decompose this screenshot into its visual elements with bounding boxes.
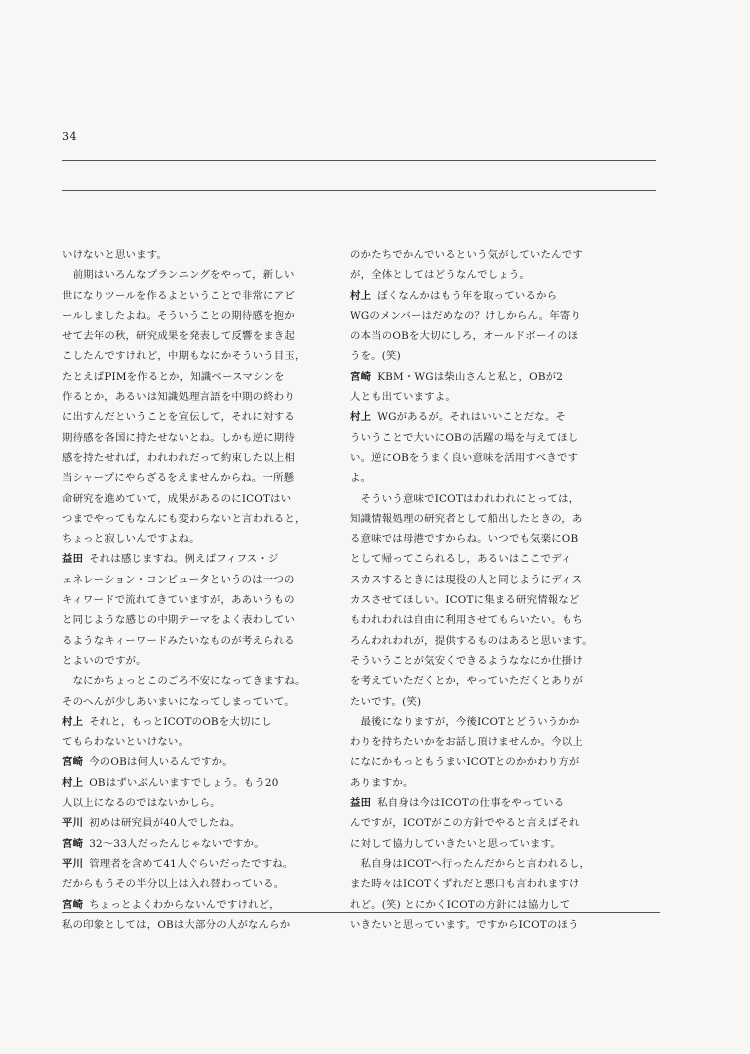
line-text: 知識情報処理の研究者として船出したときの，あ xyxy=(350,512,583,525)
line-text: そういう意味でICOTはわれわれにとっては， xyxy=(350,492,580,505)
text-line xyxy=(62,387,334,407)
speaker-name: 益田 xyxy=(350,797,372,810)
text-line xyxy=(350,265,616,285)
line-text: を考えていただくとか，やっていただくとありが xyxy=(350,675,583,688)
text-line xyxy=(62,468,334,488)
text-line xyxy=(62,245,334,265)
text-line xyxy=(62,752,334,772)
line-text: 人以上になるのではないかしら。 xyxy=(62,797,221,810)
text-line xyxy=(62,529,334,549)
text-line xyxy=(350,387,616,407)
text-line xyxy=(62,286,334,306)
text-line xyxy=(62,367,334,387)
line-text: と同じような感じの中期テーマをよく表わしてい xyxy=(62,614,295,627)
text-line xyxy=(350,549,616,569)
line-text: OBはずいぶんいますでしょう。もう20 xyxy=(89,776,279,789)
speaker-name: 益田 xyxy=(62,553,84,566)
line-text: ぼくなんかはもう年を取っているから xyxy=(377,289,558,302)
text-line xyxy=(350,773,616,793)
line-text: せて去年の秋，研究成果を発表して反響をまき起 xyxy=(62,330,295,343)
speaker-name: 宮崎 xyxy=(62,837,84,850)
line-text: いけないと思います。 xyxy=(62,249,168,261)
line-text: ちょっと寂しいんですよね。 xyxy=(62,533,200,546)
line-text: スカスするときには現役の人と同じようにディス xyxy=(350,573,583,586)
line-text: それと，もっとICOTのOBを大切にし xyxy=(89,715,272,728)
text-line xyxy=(62,651,334,671)
text-line xyxy=(350,712,616,732)
line-text: いきたいと思っています。ですからICOTのほう xyxy=(350,918,579,931)
speaker-name: 平川 xyxy=(62,857,84,870)
header-rule-top xyxy=(62,160,656,161)
line-text: れど。(笑) とにかくICOTの方針には協力して xyxy=(350,898,571,911)
text-line xyxy=(62,793,334,813)
line-text: になにかもっともうまいICOTとのかかわり方が xyxy=(350,756,580,769)
line-text: ちょっとよくわからないんですけれど， xyxy=(89,898,280,911)
text-line xyxy=(62,915,334,935)
line-text: キィワードで流れてきていますが，ああいうもの xyxy=(62,594,295,607)
text-line xyxy=(62,631,334,651)
text-line xyxy=(62,773,334,793)
speaker-name: 村上 xyxy=(350,411,372,424)
text-line xyxy=(62,692,334,712)
text-line xyxy=(350,570,616,590)
line-text: なにかちょっとこのごろ不安になってきますね。 xyxy=(62,675,306,688)
text-line xyxy=(62,874,334,894)
line-text: 最後になりますが，今後ICOTとどういうかか xyxy=(350,715,580,728)
text-line xyxy=(350,752,616,772)
left-column xyxy=(62,245,334,935)
line-text: てもらわないといけない。 xyxy=(62,736,190,749)
line-text: 感を持たせれば，われわれだって約束した以上相 xyxy=(62,451,295,464)
line-text: 初めは研究員が40人でしたね。 xyxy=(89,817,241,830)
text-line xyxy=(350,651,616,671)
line-text: ェネレーション・コンピュータというのは一つの xyxy=(62,573,295,586)
line-text: たいです。(笑) xyxy=(350,695,422,708)
text-line xyxy=(62,448,334,468)
text-line xyxy=(350,692,616,712)
speaker-name: 平川 xyxy=(62,817,84,830)
text-line xyxy=(350,610,616,630)
text-line xyxy=(350,448,616,468)
text-line xyxy=(62,671,334,691)
line-text: うを。(笑) xyxy=(350,350,401,363)
text-line xyxy=(62,712,334,732)
right-column xyxy=(350,245,616,935)
text-line xyxy=(350,834,616,854)
speaker-name: 村上 xyxy=(350,289,372,302)
line-text: たとえばPIMを作るとか，知識ベースマシンを xyxy=(62,370,285,383)
line-text: 世になりツールを作るよということで非常にアピ xyxy=(62,289,295,302)
line-text: また時々はICOTくずれだと悪口も言われますけ xyxy=(350,878,580,891)
line-text: WGのメンバーはだめなの？けしからん。年寄り xyxy=(350,309,582,322)
line-text: 命研究を進めていて，成果があるのにICOTはい xyxy=(62,492,292,505)
text-line xyxy=(62,407,334,427)
line-text: それは感じますね。例えばフィフス・ジ xyxy=(89,553,279,566)
line-text: に出すんだということを宣伝して，それに対する xyxy=(62,411,295,424)
text-line xyxy=(350,245,616,265)
line-text: い。逆にOBをうまく良い意味を活用すべきです xyxy=(350,451,579,464)
speaker-name: 村上 xyxy=(62,776,84,789)
text-line xyxy=(62,306,334,326)
text-line xyxy=(62,549,334,569)
line-text: KBM・WGは柴山さんと私と，OBが2 xyxy=(377,370,564,383)
text-line xyxy=(62,834,334,854)
page-number: 34 xyxy=(62,130,77,143)
line-text: ういうことで大いにOBの活躍の場を与えてほし xyxy=(350,431,579,444)
line-text: つまでやってもなんにも変わらないと言われると， xyxy=(62,512,306,525)
text-line xyxy=(350,367,616,387)
text-line xyxy=(350,631,616,651)
text-line xyxy=(350,468,616,488)
line-text: 作るとか，あるいは知識処理言語を中期の終わり xyxy=(62,391,295,404)
line-text: るようなキィーワードみたいなものが考えられる xyxy=(62,634,295,647)
text-line xyxy=(350,529,616,549)
footer-rule xyxy=(62,912,660,913)
text-line xyxy=(350,854,616,874)
line-text: もわれわれは自由に利用させてもらいたい。もち xyxy=(350,614,583,627)
line-text: る意味では母港ですからね。いつでも気楽にOB xyxy=(350,533,579,546)
line-text: として帰ってこられるし，あるいはここでディ xyxy=(350,553,572,566)
speaker-name: 村上 xyxy=(62,715,84,728)
line-text: 今のOBは何人いるんですか。 xyxy=(89,756,233,769)
speaker-name: 宮崎 xyxy=(62,756,84,769)
line-text: のかたちでかんでいるという気がしていたんです xyxy=(350,249,583,261)
text-line xyxy=(350,489,616,509)
line-text: とよいのですが。 xyxy=(62,654,147,667)
line-text: に対して協力していきたいと思っています。 xyxy=(350,837,561,850)
line-text: そのへんが少しあいまいになってしまっていて。 xyxy=(62,695,295,708)
line-text: だからもうその半分以上は入れ替わっている。 xyxy=(62,878,285,891)
text-line xyxy=(350,732,616,752)
text-line xyxy=(350,306,616,326)
speaker-name: 宮崎 xyxy=(350,370,372,383)
text-line xyxy=(350,590,616,610)
text-line xyxy=(62,590,334,610)
text-line xyxy=(350,346,616,366)
line-text: 期待感を各国に持たせないとね。しかも逆に期待 xyxy=(62,431,295,444)
text-line xyxy=(350,671,616,691)
line-text: 前期はいろんなプランニングをやって，新しい xyxy=(62,269,295,282)
text-line xyxy=(62,346,334,366)
text-line xyxy=(350,915,616,935)
line-text: カスさせてほしい。ICOTに集まる研究情報など xyxy=(350,594,580,607)
text-line xyxy=(350,286,616,306)
text-line xyxy=(350,813,616,833)
text-line xyxy=(62,428,334,448)
text-line xyxy=(62,265,334,285)
text-line xyxy=(62,610,334,630)
line-text: よ。 xyxy=(350,472,372,485)
text-line xyxy=(62,732,334,752)
line-text: 当シャープにやらざるをえませんからね。一所懸 xyxy=(62,472,295,485)
line-text: 私自身は今はICOTの仕事をやっている xyxy=(377,797,565,810)
line-text: 人とも出ていますよ。 xyxy=(350,391,456,404)
speaker-name: 宮崎 xyxy=(62,898,84,911)
line-text: の本当のOBを大切にしろ，オールドボーイのほ xyxy=(350,330,579,343)
text-line xyxy=(350,793,616,813)
line-text: WGがあるが。それはいいことだな。そ xyxy=(377,411,567,424)
line-text: が，全体としてはどうなんでしょう。 xyxy=(350,269,531,282)
text-line xyxy=(62,570,334,590)
text-line xyxy=(350,874,616,894)
text-line xyxy=(350,326,616,346)
text-line xyxy=(62,854,334,874)
line-text: んですが，ICOTがこの方針でやると言えばそれ xyxy=(350,817,580,830)
text-line xyxy=(62,489,334,509)
line-text: ありますか。 xyxy=(350,776,414,789)
line-text: ールしましたよね。そういうことの期待感を抱か xyxy=(62,309,295,322)
text-line xyxy=(62,326,334,346)
line-text: 私自身はICOTへ行ったんだからと言われるし， xyxy=(350,857,591,870)
text-line xyxy=(350,428,616,448)
line-text: わりを持ちたいかをお話し頂けませんか。今以上 xyxy=(350,736,583,749)
header-rule-bottom xyxy=(62,190,656,191)
line-text: こしたんですけれど，中期もなにかそういう目玉， xyxy=(62,350,306,363)
text-line xyxy=(62,509,334,529)
line-text: 私の印象としては，OBは大部分の人がなんらか xyxy=(62,918,291,931)
text-line xyxy=(350,407,616,427)
text-line xyxy=(62,813,334,833)
line-text: 32～33人だったんじゃないですか。 xyxy=(89,837,265,850)
line-text: そういうことが気安くできるようななにか仕掛け xyxy=(350,654,583,667)
text-line xyxy=(350,509,616,529)
line-text: ろんわれわれが，提供するものはあると思います。 xyxy=(350,634,593,647)
line-text: 管理者を含めて41人ぐらいだったですね。 xyxy=(89,857,294,870)
